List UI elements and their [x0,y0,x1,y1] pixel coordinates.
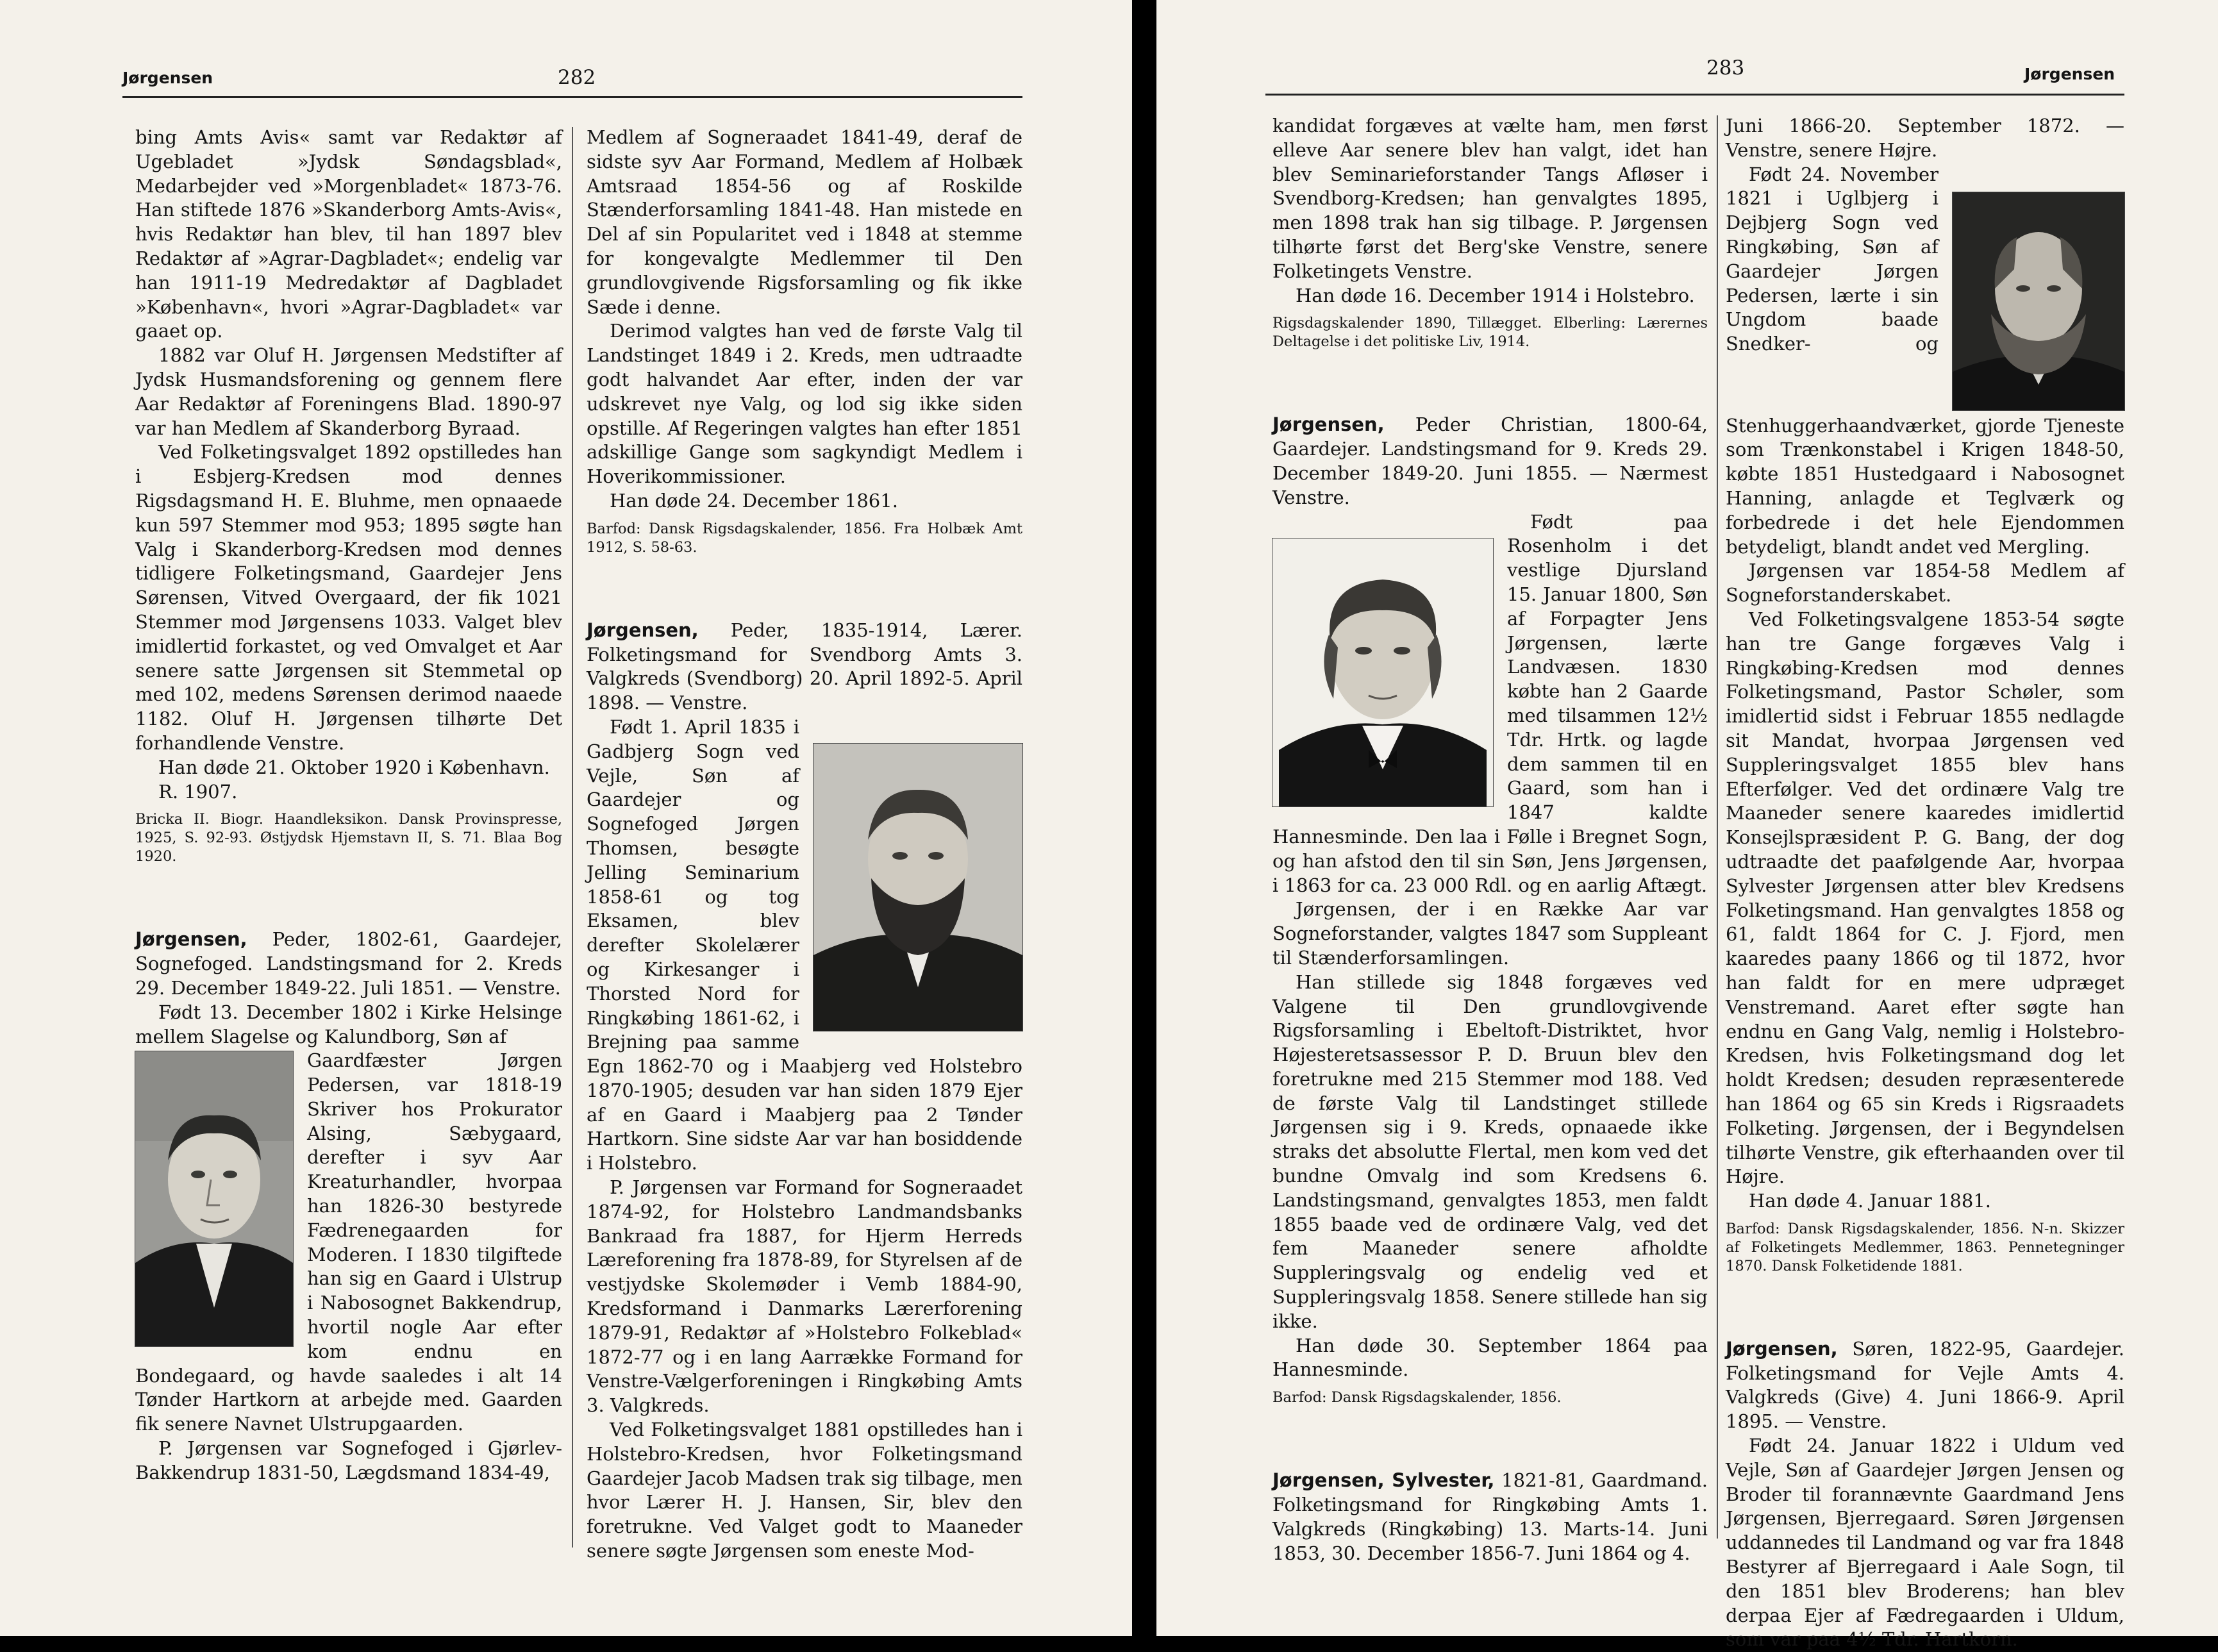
paragraph: Født 24. Januar 1822 i Uldum ved Vejle, Søn af Gaardejer Jørgen Jensen og Broder til forannævnte Gaardmand Jens Jørgensen, Bjerregaard. Søren Jørgensen uddannedes til Landmand og var fra 1848 Bestyrer af Bjerregaard i Aale Sogn, til den 1851 blev Broderens; han blev derpaa Ejer af Fædregaarden i Uldum, som var paa 4½ Tdr. Hartkorn. [1726,1435,2124,1651]
decoration-note: R. 1907. [158,780,238,803]
paragraph: Jørgensen, der i en Række Aar var Sogneforstander, valgtes 1847 som Suppleant til Stænderforsamlingen. [1272,898,1708,969]
entry-name: Jørgensen, Sylvester, [1272,1469,1495,1492]
portrait-peder-1802 [135,1051,293,1346]
right-page-column-2 [1726,114,2124,1652]
entry-heading: Jørgensen, Peder, 1835-1914, Lærer. Folketingsmand for Svendborg Amts 3. Valgkreds (Svendborg) 20. April 1892-5. April 1898. — Venstre. [587,619,1022,714]
entry-name: Jørgensen, [1272,413,1385,436]
right-page-column-1 [1272,114,1708,1565]
entry-name: Jørgensen, [587,619,699,641]
paragraph: Ved Folketingsvalget 1881 opstilledes han i Holstebro-Kredsen, hvor Folketingsmand Gaardejer Jacob Madsen trak sig tilbage, men hvor Lærer H. J. Hansen, Sir, blev den foretrukne. Ved Valget godt to Maaneder senere søgte Jørgensen som eneste Mod- [587,1419,1022,1562]
entry-name: Jørgensen, [135,928,247,951]
entry-heading: Jørgensen, Sylvester, 1821-81, Gaardmand. Folketingsmand for Ringkøbing Amts 1. Valgkreds (Ringkøbing) 13. Marts-14. Juni 1853, 30. December 1856-7. Juni 1864 og 4. [1272,1469,1708,1564]
paragraph: Derimod valgtes han ved de første Valg til Landstinget 1849 i 2. Kreds, men udtraadte godt halvandet Aar efter, inden der var udskrevet nye Valg, og lod sig ikke siden opstille. Af Regeringen valgtes han efter 1851 adskillige Gange som sagkyndigt Medlem i Hoverikommissioner. [587,320,1022,488]
paragraph: Født paa Rosenholm i det vestlige Djursland 15. Januar 1800, Søn af Forpagter Jens Jørgensen, lærte Landvæsen. 1830 købte han 2 Gaarde med tilsammen 12½ Tdr. Hrtk. og lagde dem sammen til en Gaard, som han i 1847 kaldte Hannesminde. Den laa i Følle i Bregnet Sogn, og han afstod den til sin Søn, Jens Jørgensen, i 1863 for ca. 23 000 Rdl. og en aarlig Aftægt. [1272,510,1708,896]
left-page-column-2 [587,126,1022,1564]
source-note: Rigsdagskalender 1890, Tillægget. Elberling: Lærernes Deltagelse i det politiske Liv, 1914. [1272,315,1708,351]
paragraph: P. Jørgensen var Sognefoged i Gjørlev-Bakkendrup 1831-50, Lægdsmand 1834-49, [135,1437,562,1483]
paragraph: Gaardfæster Jørgen Pedersen, var 1818-19 Skriver hos Prokurator Alsing, Sæbygaard, derefter i syv Aar Kreaturhandler, hvorpaa han 1826-30 bestyrede Fædrenegaarden for Moderen. I 1830 tilgiftede han sig en Gaard i Ulstrup i Nabosognet Bakkendrup, hvortil nogle Aar efter kom endnu en Bondegaard, og havde saaledes i alt 14 Tønder Hartkorn at arbejde med. Gaarden fik senere Navnet Ulstrupgaarden. [135,1049,562,1435]
portrait-sylvester [1953,192,2124,410]
paragraph: P. Jørgensen var Formand for Sogneraadet 1874-92, for Holstebro Landmandsbanks Bankraad fra 1887, for Hjerm Herreds Læreforening fra 1878-89, for Styrelsen af de vestjydske Skolemøder i Vemb 1884-90, Kredsformand i Danmarks Lærerforening 1879-91, Redaktør af »Holstebro Folkeblad« 1872-77 og i en lang Aarrække Formand for Venstre-Vælgerforeningen i Ringkøbing Amts 3. Valgkreds. [587,1176,1022,1417]
running-head-left: Jørgensen [122,69,213,87]
entry-heading: Jørgensen, Peder Christian, 1800-64, Gaardejer. Landstingsmand for 9. Kreds 29. December 1849-20. Juni 1855. — Nærmest Venstre. [1272,413,1708,508]
portrait-peder-christian [1272,538,1493,806]
paragraph: Ved Folketingsvalget 1892 opstilledes han i Esbjerg-Kredsen mod dennes Rigsdagsmand H. E. Bluhme, men opnaaede kun 597 Stemmer mod 953; 1895 søgte han Valg i Skanderborg-Kredsen mod dennes tidligere Folketingsmand, Gaardejer Jens Sørensen, Vitved Overgaard, der fik 1021 Stemmer mod Jørgensens 1033. Valget blev imidlertid forkastet, og ved Omvalget et Aar senere satte Jørgensen sit Stemmetal op med 102, medens Sørensen derimod naaede 1182. Oluf H. Jørgensen tilhørte Det forhandlende Venstre. [135,441,562,754]
paragraph: Juni 1866-20. September 1872. — Venstre, senere Højre. [1726,115,2124,161]
paragraph: bing Amts Avis« samt var Redaktør af Ugebladet »Jydsk Søndagsblad«, Medarbejder ved »Morgenbladet« 1873-76. Han stiftede 1876 »Skanderborg Amts-Avis«, hvis Redaktør han blev, til han 1897 blev Redaktør af »Agrar-Dagbladet«; endelig var han 1911-19 Medredaktør af Dagbladet »København«, hvori »Agrar-Dagbladet« var gaaet op. [135,126,562,342]
header-rule [1265,94,2124,96]
source-note: Barfod: Dansk Rigsdagskalender, 1856. [1272,1389,1562,1406]
paragraph: Han døde 24. December 1861. [610,489,898,512]
paragraph: Medlem af Sogneraadet 1841-49, deraf de sidste syv Aar Formand, Medlem af Holbæk Amtsraad 1854-56 og af Roskilde Stænderforsamling 1841-48. Han mistede en Del af sin Popularitet ved i 1848 at stemme for kongevalgte Medlemmer til Den grundlovgivende Rigsforsamling og fik ikke Sæde i denne. [587,126,1022,318]
header-rule [122,96,1022,98]
right-page [1156,0,2218,1651]
running-head-right: Jørgensen [2024,65,2115,83]
column-divider [1717,115,1718,1539]
paragraph: Han døde 16. December 1914 i Holstebro. [1296,284,1695,306]
paragraph: Han døde 21. Oktober 1920 i København. [158,756,550,778]
entry-name: Jørgensen, [1726,1337,1838,1360]
page-number-left: 282 [558,66,596,89]
entry-heading: Jørgensen, Søren, 1822-95, Gaardejer. Folketingsmand for Vejle Amts 4. Valgkreds (Give) 4. Juni 1866-9. April 1895. — Venstre. [1726,1337,2124,1433]
paragraph: kandidat forgæves at vælte ham, men først elleve Aar senere blev han valgt, idet han blev Seminarieforstander Tangs Afløser i Svendborg-Kredsen; han genvalgtes 1895, men 1898 trak han sig tilbage. P. Jørgensen tilhørte først det Berg'ske Venstre, senere Folketingets Venstre. [1272,115,1708,282]
source-note: Bricka II. Biogr. Haandleksikon. Dansk Provinspresse, 1925, S. 92-93. Østjydsk Hjemstavn II, S. 71. Blaa Bog 1920. [135,811,562,865]
paragraph: 1882 var Oluf H. Jørgensen Medstifter af Jydsk Husmandsforening og gennem flere Aar Redaktør af Foreningens Blad. 1890-97 var han Medlem af Skanderborg Byraad. [135,344,562,439]
paragraph: Han døde 30. September 1864 paa Hannesminde. [1272,1334,1708,1381]
left-page-column-1 [135,126,562,1485]
page-number-right: 283 [1706,56,1745,79]
entry-heading: Jørgensen, Peder, 1802-61, Gaardejer, Sognefoged. Landstingsmand for 2. Kreds 29. December 1849-22. Juli 1851. — Venstre. [135,928,562,999]
paragraph: Født 1. April 1835 i Gadbjerg Sogn ved Vejle, Søn af Gaardejer og Sognefoged Jørgen Thomsen, besøgte Jelling Seminarium 1858-61 og tog Eksamen, blev derefter Skolelærer og Kirkesanger i Thorsted Nord for Ringkøbing 1861-62, i Brejning paa samme Egn 1862-70 og i Maabjerg ved Holstebro 1870-1905; desuden var han siden 1879 Ejer af en Gaard i Maabjerg paa 2 Tønder Hartkorn. Sine sidste Aar var han bosiddende i Holstebro. [587,715,1022,1174]
column-divider [572,127,573,1548]
paragraph: Jørgensen var 1854-58 Medlem af Sogneforstanderskabet. [1726,560,2124,606]
paragraph: Født 24. November 1821 i Uglbjerg i Dejbjerg Sogn ved Ringkøbing, Søn af Gaardejer Jørgen Pedersen, lærte i sin Ungdom baade Snedker- og Stenhuggerhaandværket, gjorde Tjeneste som Trænkonstabel i Krigen 1848-50, købte 1851 Hustedgaard i Nabosognet Hanning, anlagde et Teglværk og forbedrede i det hele Ejendommen betydeligt, blandt andet ved Mergling. [1726,163,2124,558]
paragraph: Født 13. December 1802 i Kirke Helsinge mellem Slagelse og Kalundborg, Søn af [135,1001,562,1047]
portrait-peder-1835 [813,744,1022,1031]
source-note: Barfod: Dansk Rigsdagskalender, 1856. N-n. Skizzer af Folketingets Medlemmer, 1863. Pennetegninger 1870. Dansk Folketidende 1881. [1726,1220,2124,1274]
paragraph: Ved Folketingsvalgene 1853-54 søgte han tre Gange forgæves Valg i Ringkøbing-Kredsen mod dennes Folketingsmand, Pastor Schøler, som imidlertid sidst i Februar 1855 nedlagde sit Mandat, hvorpaa Jørgensen ved Suppleringsvalget 1855 blev hans Efterfølger. Ved det ordinære Valg tre Maaneder senere kaaredes imidlertid Konsejlspræsident P. G. Bang, der dog udtraadte det paafølgende Aar, hvorpaa Sylvester Jørgensen atter blev Kredsens Folketingsmand. Han genvalgtes 1858 og 61, faldt 1864 for C. J. Fjord, men kaaredes paany 1866 og til 1872, hvor han faldt for en mere udpræget Venstremand. Aaret efter søgte han endnu en Gang Valg, nemlig i Holstebro-Kredsen, hvis Folketingsmand dog let holdt Kredsen; desuden repræsenterede han 1864 og 65 sin Kreds i Rigsraadets Folketing. Jørgensen, der i Begyndelsen tilhørte Venstre, gik efterhaanden over til Højre. [1726,608,2124,1188]
paragraph: Han døde 4. Januar 1881. [1749,1190,1991,1212]
paragraph: Han stillede sig 1848 forgæves ved Valgene til Den grundlovgivende Rigsforsamling i Ebeltoft-Distriktet, hvor Højesteretsassessor P. D. Bruun blev den foretrukne med 215 Stemmer mod 188. Ved de første Valg til Landstinget stillede Jørgensen sig i 9. Kreds, opnaaede ikke straks det absolutte Flertal, men kom ved det bundne Omvalg ind som Kredsens 6. Landstingsmand, genvalgtes 1853, men faldt 1855 baade ved de ordinære Valg, ved det fem Maaneder senere afholdte Suppleringsvalg og endelig ved et Suppleringsvalg 1858. Senere stillede han sig ikke. [1272,971,1708,1332]
source-note: Barfod: Dansk Rigsdagskalender, 1856. Fra Holbæk Amt 1912, S. 58-63. [587,520,1022,556]
